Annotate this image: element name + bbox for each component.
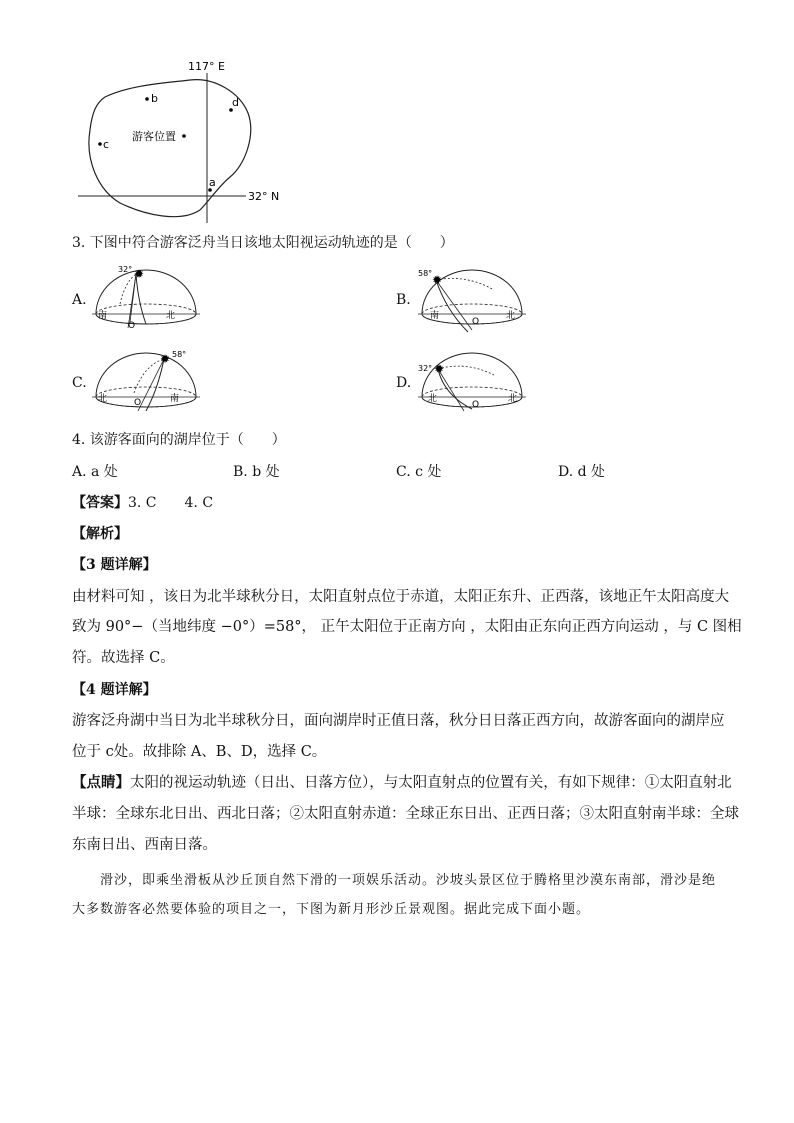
tourist-label: 游客位置 [132, 130, 176, 143]
sun-path-diagram-a [90, 262, 202, 334]
tip-line-1 [72, 773, 732, 793]
svg-text:O: O [472, 317, 480, 327]
svg-text:✹: ✹ [160, 352, 171, 366]
svg-text:北: 北 [506, 311, 516, 321]
svg-text:✹: ✹ [432, 273, 443, 287]
svg-text:南: 南 [430, 311, 440, 321]
tourist-dot [182, 134, 186, 138]
svg-text:北: 北 [508, 394, 518, 404]
svg-text:南: 南 [98, 311, 108, 321]
point-d-label: d [232, 96, 239, 109]
q4-option-c: C. c 处 [396, 464, 442, 480]
detail4-line-1: 游客泛舟湖中当日为北半球秋分日，面向湖岸时正值日落，秋分日日落正西方向，故游客面向的湖岸应 [72, 713, 725, 729]
analysis-label: 【解析】 [72, 526, 128, 542]
svg-text:O: O [134, 398, 142, 408]
svg-text:58°: 58° [172, 350, 187, 359]
tip-line-2: 半球：全球东北日出、西北日落；②太阳直射赤道：全球正东日出、正西日落；③太阳直射南半球：全球 [72, 806, 739, 822]
detail4-line-2: 位于 c处。故排除 A、B、D，选择 C。 [72, 744, 327, 760]
detail3-line-2: 致为 90°−（当地纬度 −0°）=58°， 正午太阳位于正南方向 ，太阳由正东向正西方向运动 ，与 C 图相 [72, 619, 742, 635]
q3-option-c-letter: C. [72, 375, 87, 391]
answer-label: 【答案】 [72, 495, 128, 511]
lake-map [70, 55, 300, 225]
detail3-line-1: 由材料可知 ，该日为北半球秋分日，太阳直射点位于赤道，太阳正东升、正西落，该地正午太阳高度大 [72, 589, 730, 605]
tip-label: 【点睛】 [72, 774, 130, 791]
sun-path-diagram-d [416, 345, 528, 417]
point-a-label: a [209, 176, 216, 189]
answer-line [72, 493, 213, 513]
svg-text:32°: 32° [118, 265, 133, 274]
svg-text:32°: 32° [418, 364, 433, 373]
svg-text:O: O [472, 400, 480, 410]
tip-line-3: 东南日出、西南日落。 [72, 837, 217, 853]
q4-option-b: B. b 处 [233, 464, 280, 480]
lat-label: 32° N [248, 190, 280, 203]
svg-text:58°: 58° [418, 269, 433, 278]
point-b-dot [145, 97, 149, 101]
q3-stem: 3. 下图中符合游客泛舟当日该地太阳视运动轨迹的是（ ） [72, 235, 454, 251]
tip-text-1: 太阳的视运动轨迹（日出、日落方位），与太阳直射点的位置有关，有如下规律：①太阳直射北 [130, 775, 732, 791]
lon-label: 117° E [188, 60, 225, 73]
svg-text:O: O [128, 321, 136, 331]
intro-line-2: 大多数游客必然要体验的项目之一，下图为新月形沙丘景观图。据此完成下面小题。 [72, 902, 591, 917]
point-c-dot [98, 142, 102, 146]
detail3-label: 【3 题详解】 [72, 557, 157, 573]
svg-text:北: 北 [98, 394, 108, 404]
svg-text:北: 北 [166, 311, 176, 321]
q3-option-b-letter: B. [396, 292, 411, 308]
q4-stem: 4. 该游客面向的湖岸位于（ ） [72, 432, 286, 448]
sun-path-diagram-c [90, 345, 202, 417]
svg-text:北: 北 [428, 394, 438, 404]
q3-option-a-letter: A. [72, 292, 87, 308]
svg-text:✹: ✹ [434, 362, 445, 376]
q3-option-d-letter: D. [396, 375, 412, 391]
point-c-label: c [103, 138, 110, 151]
sun-path-diagram-b [416, 262, 528, 334]
point-b-label: b [151, 92, 158, 105]
answer-text: 3. C 4. C [128, 495, 214, 511]
detail4-label: 【4 题详解】 [72, 682, 157, 698]
q4-option-d: D. d 处 [558, 464, 606, 480]
detail3-line-3: 符。故选择 C。 [72, 650, 175, 666]
svg-text:✹: ✹ [134, 267, 145, 281]
intro-line-1: 滑沙，即乘坐滑板从沙丘顶自然下滑的一项娱乐活动。沙坡头景区位于腾格里沙漠东南部，滑沙是绝 [100, 873, 717, 888]
q4-option-a: A. a 处 [72, 464, 118, 480]
svg-text:南: 南 [170, 394, 180, 404]
